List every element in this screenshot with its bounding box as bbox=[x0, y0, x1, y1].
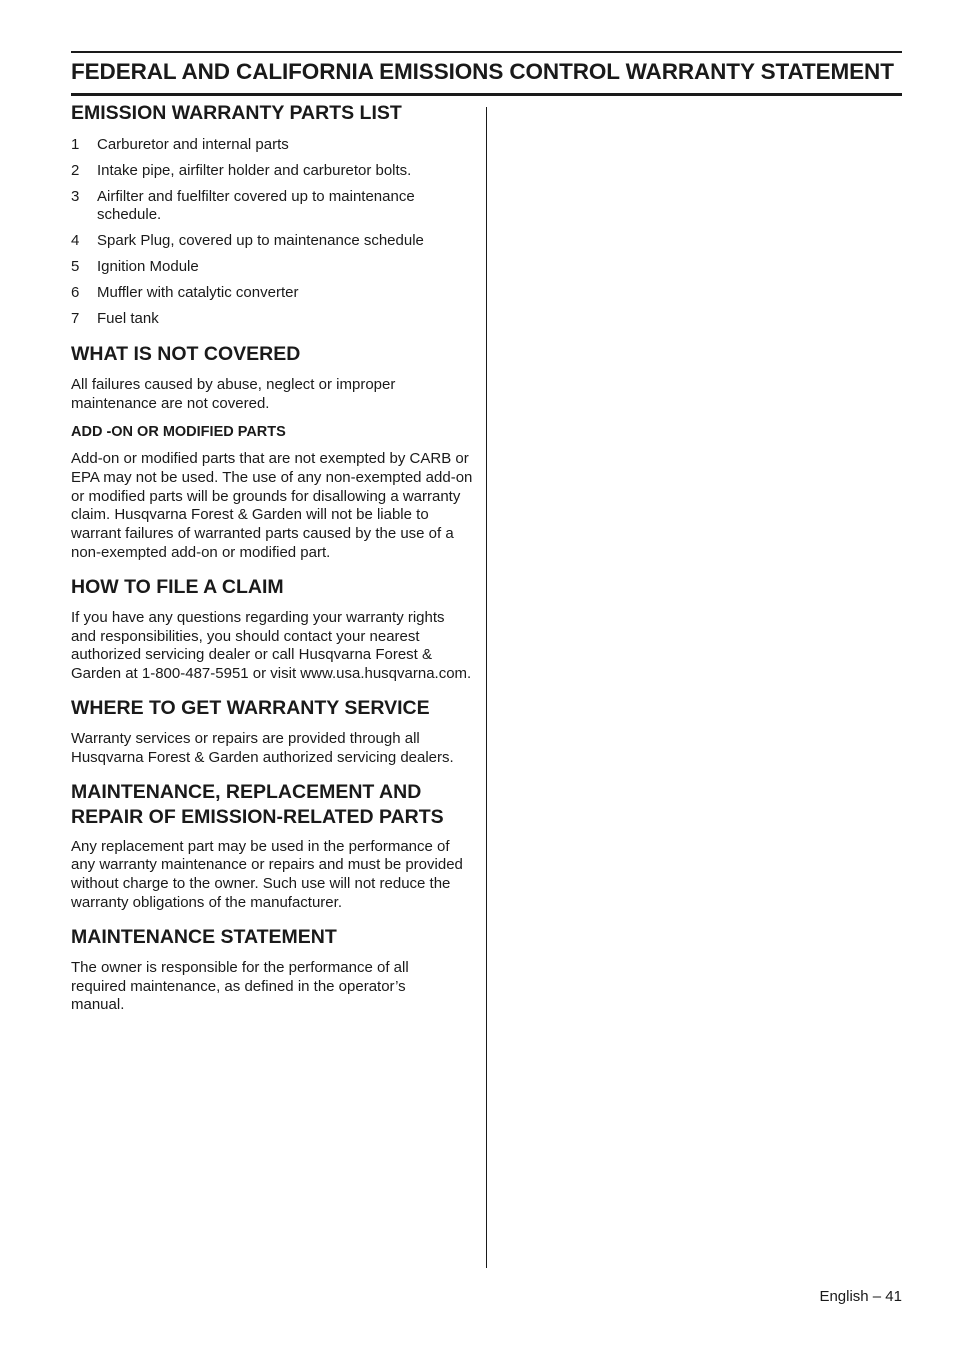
list-item-number: 3 bbox=[71, 187, 80, 205]
list-item bbox=[71, 188, 473, 226]
list-item-text: Intake pipe, airfilter holder and carburetor bolts. bbox=[97, 161, 412, 179]
not-covered-text: All failures caused by abuse, neglect or improper maintenance are not covered. bbox=[71, 376, 396, 413]
list-item-number: 7 bbox=[71, 309, 80, 327]
maintenance-repair-text: Any replacement part may be used in the performance of any warranty maintenance or repairs and must be provided without charge to the owner. Such use will not reduce the warranty obligations of the manufacturer. bbox=[71, 837, 463, 911]
list-item-text: Spark Plug, covered up to maintenance schedule bbox=[97, 232, 424, 250]
list-item bbox=[71, 310, 473, 329]
add-on-parts-text: Add-on or modified parts that are not exempted by CARB or EPA may not be used. The use of any non-exempted add-on or modified parts will be grounds for disallowing a warranty claim. Husqvarna Forest & Garden will not be liable to warrant failures of warranted parts caused by the use of a non-exempted add-on or modified part. bbox=[71, 449, 473, 561]
warranty-service-text: Warranty services or repairs are provided through all Husqvarna Forest & Garden authorized servicing dealers. bbox=[71, 729, 454, 766]
page-title: FEDERAL AND CALIFORNIA EMISSIONS CONTROL WARRANTY STATEMENT bbox=[71, 59, 894, 84]
list-item-number: 6 bbox=[71, 283, 80, 301]
add-on-parts-subheading: ADD -ON OR MODIFIED PARTS bbox=[71, 423, 286, 440]
list-item bbox=[71, 284, 473, 303]
parts-list bbox=[71, 136, 473, 328]
warranty-service-heading: WHERE TO GET WARRANTY SERVICE bbox=[71, 696, 430, 719]
title-rule-top bbox=[71, 51, 902, 53]
list-item bbox=[71, 136, 473, 155]
maintenance-statement-heading: MAINTENANCE STATEMENT bbox=[71, 925, 337, 948]
not-covered-heading: WHAT IS NOT COVERED bbox=[71, 343, 301, 366]
list-item-number: 1 bbox=[71, 136, 80, 153]
list-item bbox=[71, 258, 473, 277]
list-item-number: 2 bbox=[71, 161, 80, 179]
title-rule-bottom bbox=[71, 93, 902, 96]
list-item bbox=[71, 162, 473, 181]
list-item-text: Muffler with catalytic converter bbox=[97, 283, 299, 301]
list-item-text: Fuel tank bbox=[97, 309, 159, 327]
maintenance-statement-text: The owner is responsible for the performance of all required maintenance, as defined in the operator’s manual. bbox=[71, 958, 409, 1014]
parts-list-heading: EMISSION WARRANTY PARTS LIST bbox=[71, 102, 402, 124]
file-claim-text: If you have any questions regarding your warranty rights and responsibilities, you should contact your nearest authorized servicing dealer or call Husqvarna Forest & Garden at 1-800-487-5951 or visit www.usa.husqvarna.com. bbox=[71, 608, 472, 683]
maintenance-repair-heading: MAINTENANCE, REPLACEMENT AND REPAIR OF EMISSION-RELATED PARTS bbox=[71, 780, 444, 828]
list-item-text: Ignition Module bbox=[97, 257, 199, 275]
list-item-text: Carburetor and internal parts bbox=[97, 136, 289, 153]
column-divider bbox=[486, 107, 487, 1268]
file-claim-heading: HOW TO FILE A CLAIM bbox=[71, 575, 284, 598]
list-item-number: 5 bbox=[71, 257, 80, 275]
list-item bbox=[71, 232, 473, 251]
list-item-text: Airfilter and fuelfilter covered up to maintenance schedule. bbox=[97, 187, 415, 224]
left-column bbox=[71, 101, 473, 1015]
list-item-number: 4 bbox=[71, 232, 80, 250]
page-number: English – 41 bbox=[819, 1288, 902, 1305]
